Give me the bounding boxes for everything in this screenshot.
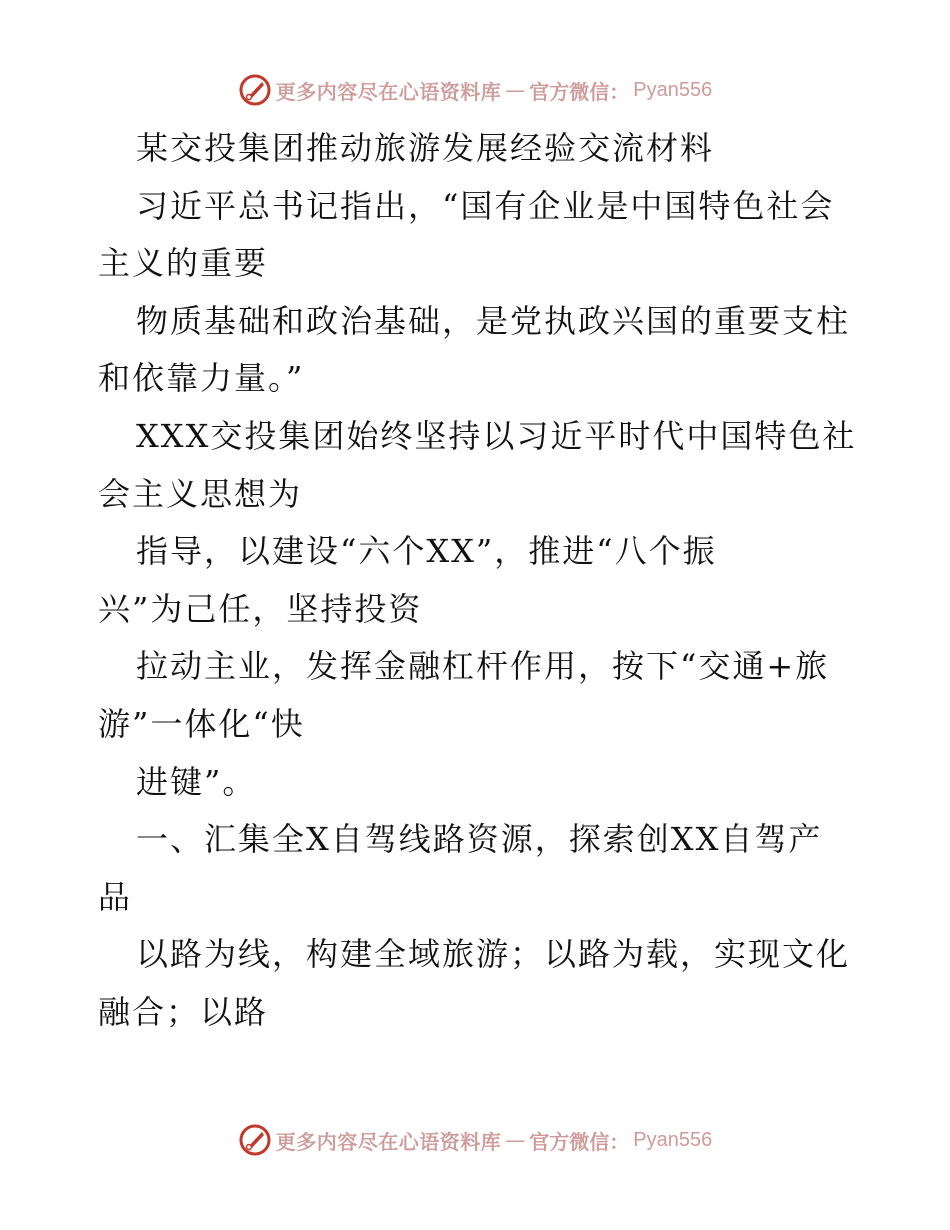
quill-logo-icon (238, 1123, 272, 1157)
paragraph-line: 物质基础和政治基础，是党执政兴国的重要支柱 (136, 301, 851, 340)
section-heading-continued: 品 (98, 877, 133, 916)
section-heading: 一、汇集全X自驾线路资源，探索创XX自驾产 (136, 820, 823, 859)
paragraph-line: 会主义思想为 (98, 474, 303, 513)
header-dash: — (505, 78, 526, 102)
paragraph-line: XXX交投集团始终坚持以习近平时代中国特色社 (136, 416, 857, 455)
footer-banner (0, 1120, 950, 1160)
footer-wechat-id: Pyan556 (633, 1128, 713, 1151)
header-wechat-label: 官方微信： (529, 79, 630, 104)
footer-wechat-label: 官方微信： (529, 1129, 630, 1154)
paragraph-line: 融合；以路 (98, 992, 269, 1031)
paragraph-line: 以路为线，构建全域旅游；以路为载，实现文化 (136, 935, 851, 974)
paragraph-line: 指导，以建设“六个XX”，推进“八个振 (136, 532, 717, 571)
header-wechat-id: Pyan556 (633, 78, 713, 101)
header-promo-text: 更多内容尽在心语资料库 (275, 79, 502, 104)
document-title: 某交投集团推动旅游发展经验交流材料 (136, 129, 715, 167)
paragraph-line: 主义的重要 (98, 244, 269, 283)
paragraph-line: 习近平总书记指出，“国有企业是中国特色社会 (136, 186, 835, 225)
paragraph-line: 和依靠力量。” (98, 359, 305, 398)
paragraph-line: 进键”。 (136, 762, 257, 801)
footer-promo-text: 更多内容尽在心语资料库 (275, 1129, 502, 1154)
quill-logo-icon (238, 73, 272, 107)
paragraph-line: 游”一体化“快 (98, 704, 305, 743)
footer-dash: — (505, 1128, 526, 1152)
document-body (98, 120, 858, 1042)
paragraph-line: 兴”为己任，坚持投资 (98, 589, 423, 628)
paragraph-line: 拉动主业，发挥金融杠杆作用，按下“交通+旅 (136, 647, 830, 686)
header-banner (0, 70, 950, 110)
